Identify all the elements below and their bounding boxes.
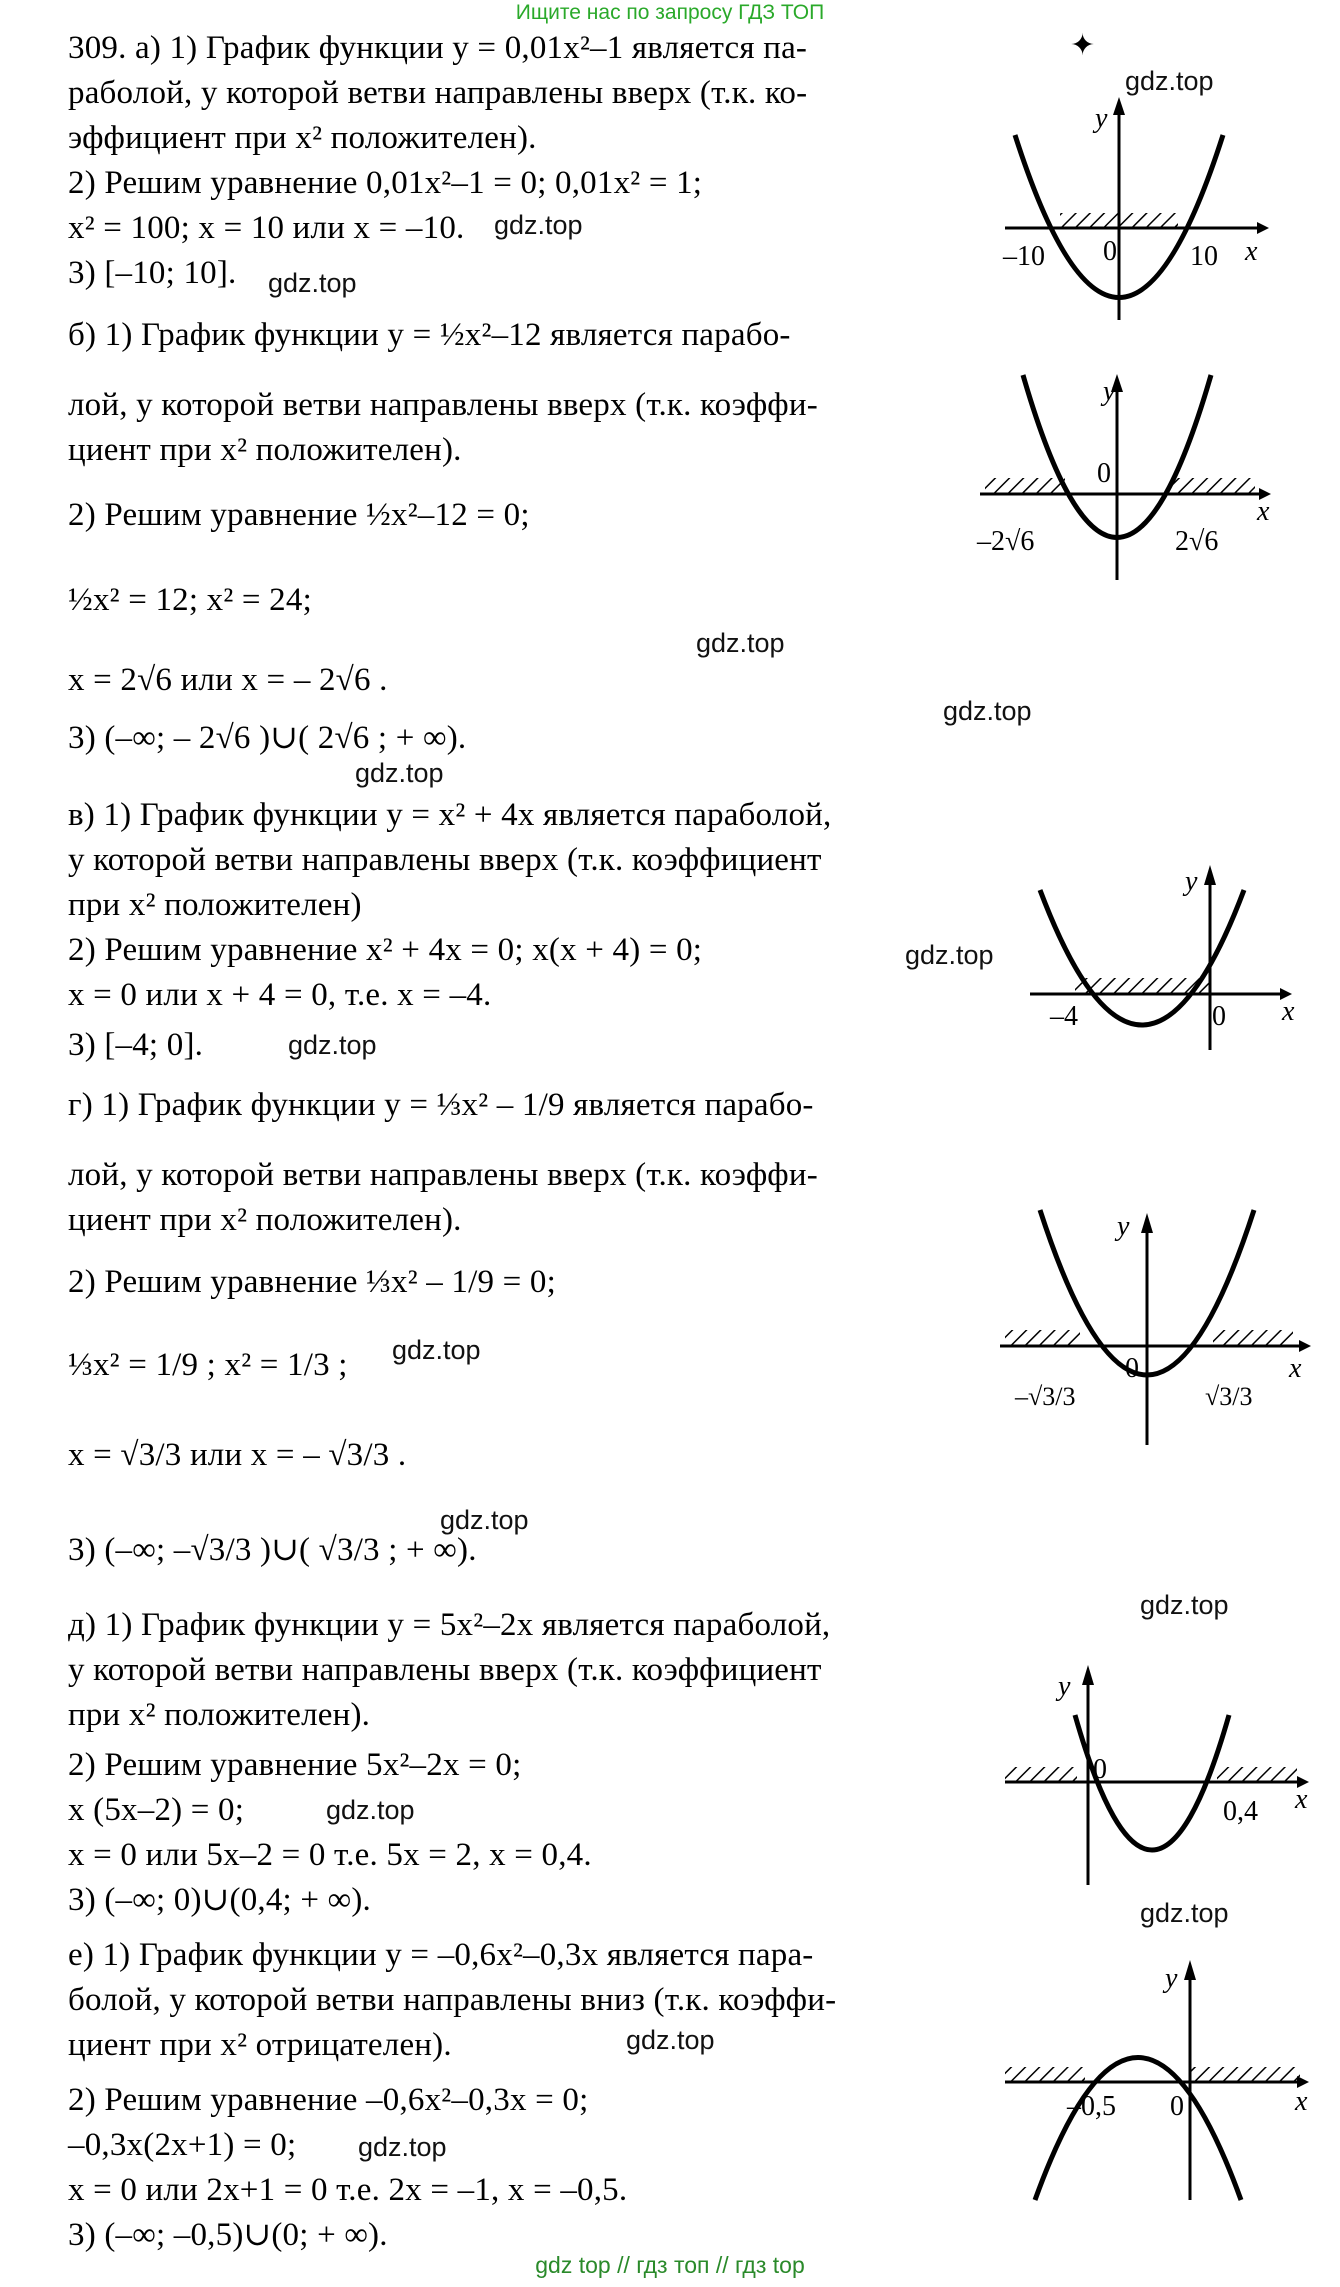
axis-label-x: x bbox=[1295, 2086, 1308, 2117]
arrow-icon bbox=[1082, 1665, 1094, 1685]
axis-label-y: y bbox=[1185, 866, 1198, 897]
hatched-region bbox=[1005, 1330, 1080, 1345]
text-line: 2) Решим уравнение x² + 4x = 0; x(x + 4) = 0; bbox=[68, 932, 703, 968]
text-line: 2) Решим уравнение ⅓x² – 1/9 = 0; bbox=[68, 1264, 556, 1300]
origin-label: 0 bbox=[1125, 1353, 1139, 1384]
text-line: x² = 100; x = 10 или x = –10. bbox=[68, 210, 465, 246]
root-label-left: –2√6 bbox=[977, 526, 1035, 557]
text-line: циент при x² положителен). bbox=[68, 432, 462, 468]
axis-label-x: x bbox=[1245, 236, 1258, 267]
text-line: эффициент при x² положителен). bbox=[68, 120, 537, 156]
text-line: –0,3x(2x+1) = 0; bbox=[68, 2127, 297, 2163]
watermark[interactable]: gdz.top bbox=[494, 210, 583, 240]
text-line: циент при x² отрицателен). bbox=[68, 2027, 452, 2063]
arrow-icon bbox=[1257, 222, 1269, 234]
hatched-region bbox=[985, 478, 1065, 493]
graph-c bbox=[1020, 860, 1310, 1060]
hatched-region bbox=[1213, 1330, 1293, 1345]
text-line: 2) Решим уравнение 5x²–2x = 0; bbox=[68, 1747, 522, 1783]
text-line: x = 0 или x + 4 = 0, т.е. x = –4. bbox=[68, 977, 492, 1013]
graph-e bbox=[995, 1660, 1315, 1895]
watermark[interactable]: gdz.top bbox=[1125, 66, 1214, 96]
root-label-left: –√3/3 bbox=[1015, 1382, 1076, 1411]
axis-label-x: x bbox=[1295, 1784, 1308, 1815]
root-label-right: 2√6 bbox=[1175, 526, 1219, 557]
root-label-right: 10 bbox=[1190, 241, 1218, 272]
origin-label: 0 bbox=[1103, 236, 1117, 267]
graph-b-svg bbox=[975, 370, 1275, 585]
text-line: ½x² = 12; x² = 24; bbox=[68, 582, 312, 618]
hatched-region bbox=[1190, 2067, 1300, 2081]
graph-f bbox=[995, 1955, 1315, 2210]
footer-links[interactable]: gdz top // гдз топ // гдз top bbox=[535, 2252, 805, 2278]
top-banner[interactable]: Ищите нас по запросу ГДЗ ТОП bbox=[515, 1, 825, 24]
text-line: у которой ветви направлены вверх (т.к. коэффициент bbox=[68, 1652, 822, 1688]
root-label-right: 0 bbox=[1170, 2091, 1184, 2122]
graph-b bbox=[975, 370, 1275, 590]
text-line: 2) Решим уравнение 0,01x²–1 = 0; 0,01x² = 1; bbox=[68, 165, 703, 201]
watermark[interactable]: gdz.top bbox=[392, 1335, 481, 1365]
arrow-icon bbox=[1113, 97, 1125, 115]
arrow-icon bbox=[1299, 1340, 1311, 1352]
axis-label-y: y bbox=[1095, 103, 1108, 134]
watermark[interactable]: gdz.top bbox=[288, 1030, 377, 1060]
text-line: 3) (–∞; –0,5)∪(0; + ∞). bbox=[68, 2217, 388, 2253]
graph-e-svg bbox=[995, 1660, 1315, 1890]
root-label-right: 0 bbox=[1212, 1001, 1226, 1032]
text-line: в) 1) График функции y = x² + 4x является параболой, bbox=[68, 797, 832, 833]
watermark[interactable]: gdz.top bbox=[268, 268, 357, 298]
graph-f-svg bbox=[995, 1955, 1315, 2205]
watermark[interactable]: gdz.top bbox=[943, 696, 1032, 726]
arrow-icon bbox=[1184, 1960, 1196, 1980]
text-line: 2) Решим уравнение –0,6x²–0,3x = 0; bbox=[68, 2082, 589, 2118]
root-label-left: 0 bbox=[1093, 1754, 1107, 1785]
hatched-region bbox=[1005, 2067, 1085, 2081]
text-line: лой, у которой ветви направлены вверх (т.к. коэффи- bbox=[68, 1157, 818, 1193]
arrow-icon bbox=[1141, 1213, 1153, 1233]
watermark[interactable]: gdz.top bbox=[1140, 1590, 1229, 1620]
text-line: циент при x² положителен). bbox=[68, 1202, 462, 1238]
axis-label-y: y bbox=[1058, 1671, 1071, 1702]
text-line: x = 2√6 или x = – 2√6 . bbox=[68, 662, 388, 698]
text-line: б) 1) График функции y = ½x²–12 является парабо- bbox=[68, 317, 791, 353]
text-line: ⅓x² = 1/9 ; x² = 1/3 ; bbox=[68, 1347, 348, 1383]
text-line: при x² положителен). bbox=[68, 1697, 371, 1733]
watermark[interactable]: gdz.top bbox=[1140, 1898, 1229, 1928]
axis-label-x: x bbox=[1282, 996, 1295, 1027]
text-line: е) 1) График функции y = –0,6x²–0,3x является пара- bbox=[68, 1937, 814, 1973]
text-line: 3) (–∞; – 2√6 )∪( 2√6 ; + ∞). bbox=[68, 720, 467, 756]
text-line: 3) (–∞; –√3/3 )∪( √3/3 ; + ∞). bbox=[68, 1532, 477, 1568]
text-line: 3) [–4; 0]. bbox=[68, 1027, 204, 1063]
text-line: x = √3/3 или x = – √3/3 . bbox=[68, 1437, 407, 1473]
graph-a bbox=[995, 95, 1270, 330]
watermark[interactable]: gdz.top bbox=[358, 2132, 447, 2162]
hatched-region bbox=[1217, 1767, 1297, 1781]
watermark[interactable]: gdz.top bbox=[696, 628, 785, 658]
watermark[interactable]: gdz.top bbox=[905, 940, 994, 970]
axis-label-y: y bbox=[1117, 1211, 1130, 1242]
root-label-left: –4 bbox=[1050, 1001, 1078, 1032]
root-label-left: –0,5 bbox=[1067, 2091, 1116, 2122]
root-label-right: √3/3 bbox=[1205, 1382, 1253, 1411]
text-line: д) 1) График функции y = 5x²–2x является параболой, bbox=[68, 1607, 831, 1643]
hatched-region bbox=[1005, 1767, 1077, 1781]
text-line: x = 0 или 2x+1 = 0 т.е. 2x = –1, x = –0,5. bbox=[68, 2172, 628, 2208]
axis-label-y: y bbox=[1165, 1963, 1178, 1994]
text-line: 3) (–∞; 0)∪(0,4; + ∞). bbox=[68, 1882, 371, 1918]
hatched-region bbox=[1075, 978, 1210, 993]
text-line: раболой, у которой ветви направлены вверх (т.к. ко- bbox=[68, 75, 808, 111]
hatched-region bbox=[1170, 478, 1255, 493]
text-line: болой, у которой ветви направлены вниз (т.к. коэффи- bbox=[68, 1982, 837, 2018]
root-label-left: –10 bbox=[1003, 241, 1045, 272]
axis-label-x: x bbox=[1257, 496, 1270, 527]
text-line: x = 0 или 5x–2 = 0 т.е. 5x = 2, x = 0,4. bbox=[68, 1837, 592, 1873]
axis-label-y: y bbox=[1103, 376, 1116, 407]
star-mark: ✦ bbox=[1070, 29, 1096, 62]
text-line: 309. а) 1) График функции y = 0,01x²–1 является па- bbox=[68, 30, 808, 66]
text-line: x (5x–2) = 0; bbox=[68, 1792, 245, 1828]
watermark[interactable]: gdz.top bbox=[326, 1795, 415, 1825]
text-line: 3) [–10; 10]. bbox=[68, 255, 237, 291]
text-line: 2) Решим уравнение ½x²–12 = 0; bbox=[68, 497, 530, 533]
text-line: лой, у которой ветви направлены вверх (т.к. коэффи- bbox=[68, 387, 818, 423]
watermark[interactable]: gdz.top bbox=[626, 2025, 715, 2055]
axis-label-x: x bbox=[1289, 1353, 1302, 1384]
graph-c-svg bbox=[1020, 860, 1310, 1055]
arrow-icon bbox=[1204, 865, 1216, 885]
watermark[interactable]: gdz.top bbox=[355, 758, 444, 788]
text-line: г) 1) График функции y = ⅓x² – 1/9 является парабо- bbox=[68, 1087, 814, 1123]
text-line: при x² положителен) bbox=[68, 887, 362, 923]
graph-d bbox=[995, 1205, 1315, 1455]
graph-d-svg bbox=[995, 1205, 1315, 1450]
origin-label: 0 bbox=[1097, 458, 1111, 489]
root-label-right: 0,4 bbox=[1223, 1796, 1258, 1827]
text-line: у которой ветви направлены вверх (т.к. коэффициент bbox=[68, 842, 822, 878]
graph-a-svg bbox=[995, 95, 1270, 325]
watermark[interactable]: gdz.top bbox=[440, 1505, 529, 1535]
